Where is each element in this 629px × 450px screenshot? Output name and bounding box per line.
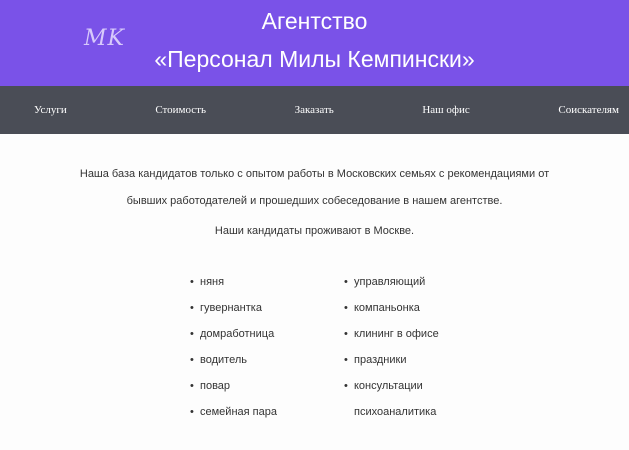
service-label: психоаналитика	[354, 406, 437, 418]
site-header	[0, 0, 629, 86]
agency-title-line1: Агентство	[261, 8, 368, 34]
bullet-icon: •	[190, 380, 194, 392]
bullet-icon: •	[190, 328, 194, 340]
service-label: консультации	[354, 380, 423, 392]
list-item	[190, 380, 277, 406]
logo[interactable]: MK	[84, 26, 125, 51]
list-item	[190, 302, 277, 328]
main-nav	[0, 86, 629, 134]
intro-text-line2: бывших работодателей и прошедших собеседование в нашем агентстве.	[126, 195, 503, 207]
nav-item-office[interactable]: Наш офис	[422, 104, 470, 116]
list-item	[344, 380, 439, 406]
bullet-icon: •	[344, 302, 348, 314]
bullet-icon: •	[190, 302, 194, 314]
bullet-icon: •	[344, 328, 348, 340]
list-item	[190, 328, 277, 354]
list-item	[190, 406, 277, 432]
intro-text-line1: Наша база кандидатов только с опытом работы в Московских семьях с рекомендациями от	[79, 168, 550, 180]
nav-item-applicants[interactable]: Соискателям	[558, 104, 619, 116]
services-list-right	[344, 276, 439, 432]
nav-item-order[interactable]: Заказать	[294, 104, 334, 116]
bullet-icon: •	[344, 354, 348, 366]
service-label: гувернантка	[200, 302, 262, 314]
list-item	[190, 276, 277, 302]
list-item	[190, 354, 277, 380]
intro-text-line3: Наши кандидаты проживают в Москве.	[214, 225, 415, 237]
list-item	[344, 328, 439, 354]
bullet-icon: •	[344, 276, 348, 288]
list-item	[344, 302, 439, 328]
service-label: повар	[200, 380, 231, 392]
nav-item-prices[interactable]: Стоимость	[155, 104, 206, 116]
agency-title-line2: «Персонал Милы Кемпински»	[154, 46, 475, 72]
service-label: няня	[200, 276, 225, 288]
service-label: компаньонка	[354, 302, 420, 314]
list-item	[344, 354, 439, 380]
service-label: клининг в офисе	[354, 328, 439, 340]
service-label: праздники	[354, 354, 407, 366]
service-label: семейная пара	[200, 406, 277, 418]
bullet-icon: •	[190, 354, 194, 366]
bullet-icon: •	[190, 276, 194, 288]
service-label: домработница	[200, 328, 275, 340]
service-label: водитель	[200, 354, 247, 366]
services-list-left	[190, 276, 277, 432]
nav-item-services[interactable]: Услуги	[34, 104, 67, 116]
list-item	[344, 276, 439, 302]
bullet-icon: •	[190, 406, 194, 418]
bullet-icon: •	[344, 380, 348, 392]
service-label: управляющий	[354, 276, 426, 288]
list-item	[344, 406, 439, 432]
